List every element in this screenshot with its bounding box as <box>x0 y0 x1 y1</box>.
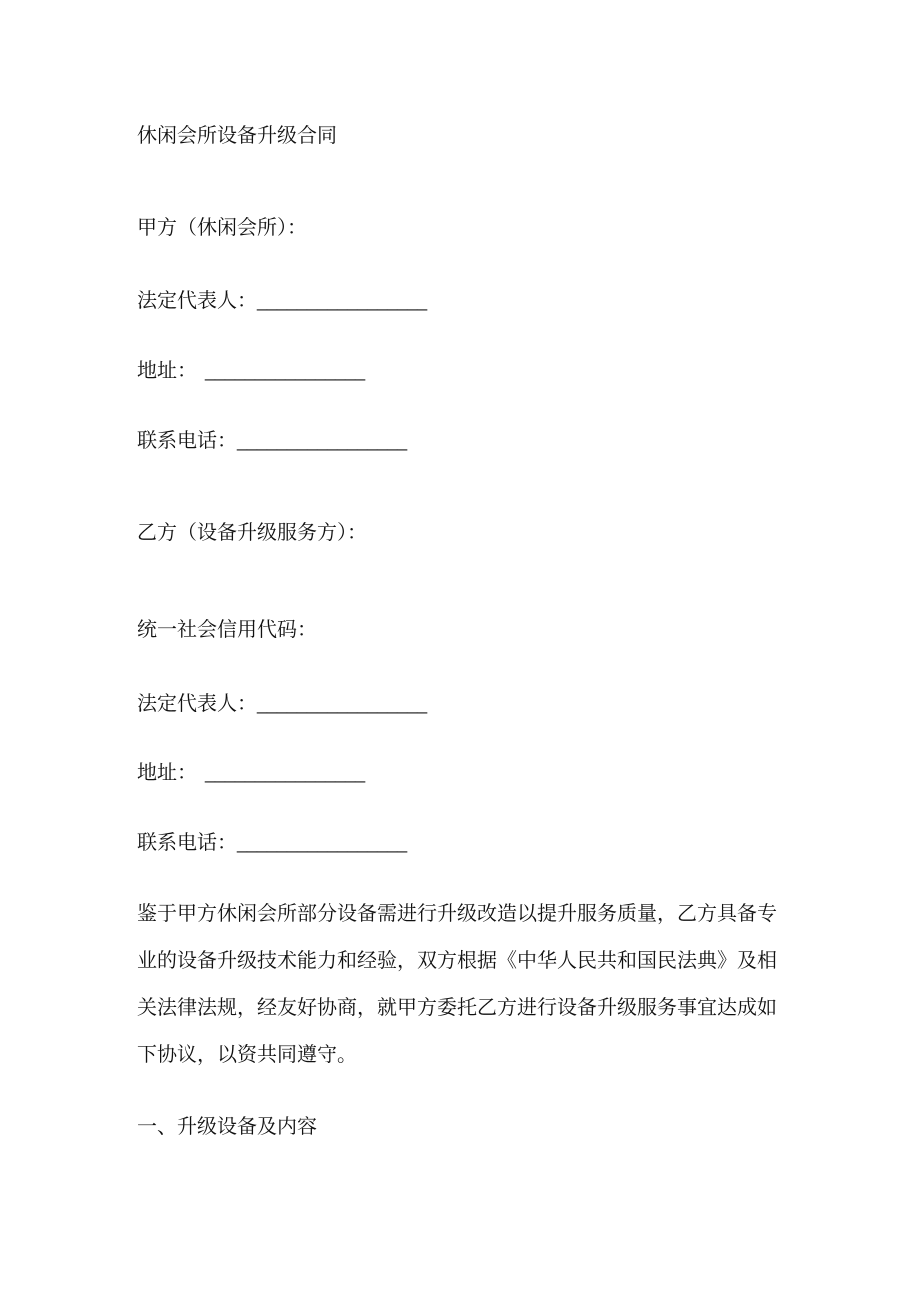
party-b-legal-rep-blank: _________________ <box>257 694 428 714</box>
party-a-address-line <box>137 358 365 382</box>
preamble-line: 关法律法规，经友好协商，就甲方委托乙方进行设备升级服务事宜达成如 <box>137 995 777 1019</box>
party-a-phone-line <box>137 428 407 452</box>
party-a-legal-rep-blank: _________________ <box>257 291 428 311</box>
party-b-address-label: 地址： <box>137 760 197 784</box>
party-a-heading: 甲方（休闲会所）： <box>137 215 307 239</box>
party-a-legal-rep-line <box>137 288 427 312</box>
preamble-line: 鉴于甲方休闲会所部分设备需进行升级改造以提升服务质量，乙方具备专 <box>137 901 777 925</box>
party-b-phone-blank: _________________ <box>237 833 408 853</box>
party-b-legal-rep-label: 法定代表人： <box>137 691 257 715</box>
party-b-address-blank: ________________ <box>205 763 366 783</box>
contract-title: 休闲会所设备升级合同 <box>137 123 337 147</box>
party-a-phone-blank: _________________ <box>237 431 408 451</box>
party-b-credit-code-label: 统一社会信用代码： <box>137 617 317 641</box>
party-b-phone-label: 联系电话： <box>137 830 237 854</box>
party-a-legal-rep-label: 法定代表人： <box>137 288 257 312</box>
party-a-phone-label: 联系电话： <box>137 428 237 452</box>
preamble-line: 业的设备升级技术能力和经验，双方根据《中华人民共和国民法典》及相 <box>137 948 777 972</box>
party-b-address-line <box>137 760 365 784</box>
party-b-phone-line <box>137 830 407 854</box>
party-a-address-label: 地址： <box>137 358 197 382</box>
party-b-legal-rep-line <box>137 691 427 715</box>
preamble-line: 下协议，以资共同遵守。 <box>137 1042 357 1066</box>
party-b-heading: 乙方（设备升级服务方）： <box>137 520 367 544</box>
section-1-heading: 一、升级设备及内容 <box>137 1114 317 1138</box>
party-a-address-blank: ________________ <box>205 361 366 381</box>
